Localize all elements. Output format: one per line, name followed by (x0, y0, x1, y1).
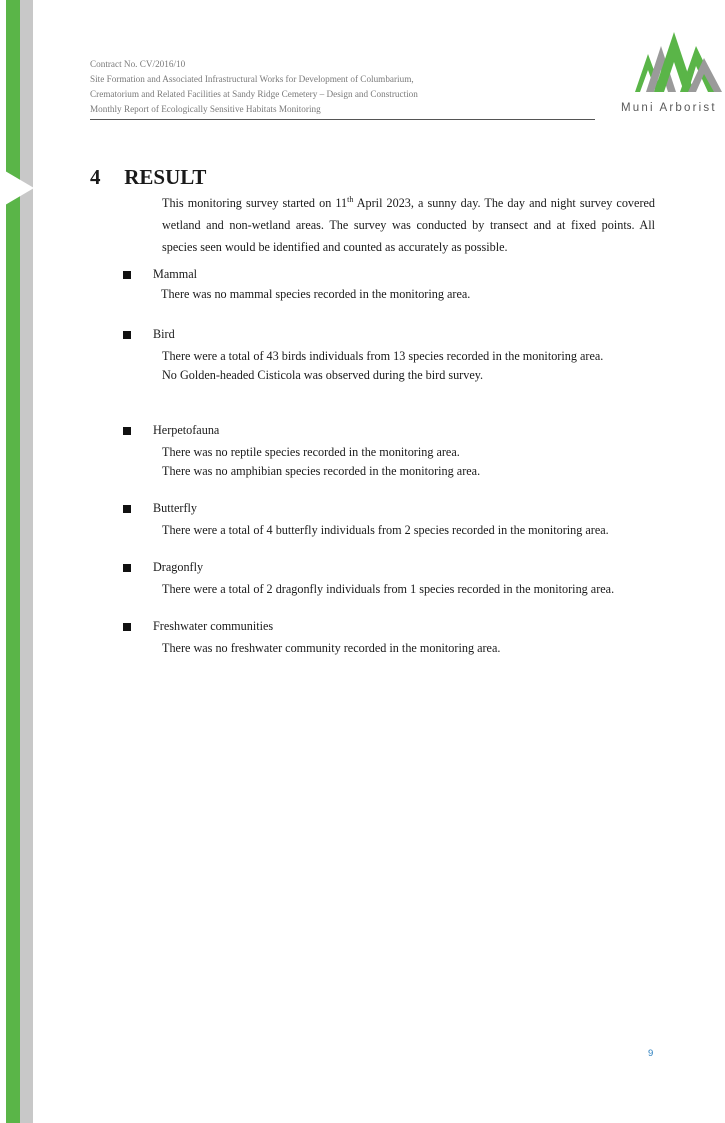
subsection-text: There was no reptile species recorded in the monitoring area. (162, 445, 460, 459)
bullet-icon (123, 505, 131, 513)
subsection-title: Mammal (153, 267, 198, 281)
subsection-text: There were a total of 43 birds individuals from 13 species recorded in the monitoring area. (162, 349, 604, 363)
subsection-title: Dragonfly (153, 560, 204, 574)
subsection-text: There was no amphibian species recorded in the monitoring area. (162, 464, 481, 478)
subsection-title: Bird (153, 327, 175, 341)
header-project-line-2: Crematorium and Related Facilities at Sandy Ridge Cemetery – Design and Construction (90, 89, 418, 99)
section-number: 4 (90, 165, 101, 189)
section-heading (90, 165, 206, 190)
logo-text: Muni Arborist (621, 102, 717, 114)
page-number: 9 (648, 1048, 654, 1059)
intro-text-start: This monitoring survey started on 11 (162, 196, 348, 210)
subsection-text: There was no freshwater community recorded in the monitoring area. (162, 641, 501, 655)
subsection-text: There were a total of 2 dragonfly individuals from 1 species recorded in the monitoring area. (162, 582, 615, 596)
bullet-icon (123, 271, 131, 279)
intro-paragraph (162, 192, 655, 258)
subsection-title: Herpetofauna (153, 423, 220, 437)
subsection-text: There was no mammal species recorded in the monitoring area. (161, 287, 471, 301)
subsection-text: There were a total of 4 butterfly individuals from 2 species recorded in the monitoring area. (162, 523, 609, 537)
subsection-title: Butterfly (153, 501, 198, 515)
bullet-icon (123, 623, 131, 631)
subsection-title: Freshwater communities (153, 619, 274, 633)
intro-superscript: th (347, 194, 354, 204)
header-project-line-1: Site Formation and Associated Infrastructural Works for Development of Columbarium, (90, 74, 414, 84)
bullet-icon (123, 564, 131, 572)
bullet-icon (123, 331, 131, 339)
side-stripe-notch (0, 168, 34, 208)
page-header (90, 57, 595, 120)
header-report-title: Monthly Report of Ecologically Sensitive Habitats Monitoring (90, 104, 321, 114)
header-contract-no: Contract No. CV/2016/10 (90, 59, 186, 69)
intro-text-end: April 2023, a sunny day. The day and night survey covered wetland and non-wetland areas. The survey was conducted by transect and at fixed points. All species seen would be identified and counted as accurately as possible. (162, 196, 656, 254)
bullet-icon (123, 427, 131, 435)
subsection-text: No Golden-headed Cisticola was observed during the bird survey. (162, 368, 484, 382)
section-title: RESULT (124, 165, 207, 189)
